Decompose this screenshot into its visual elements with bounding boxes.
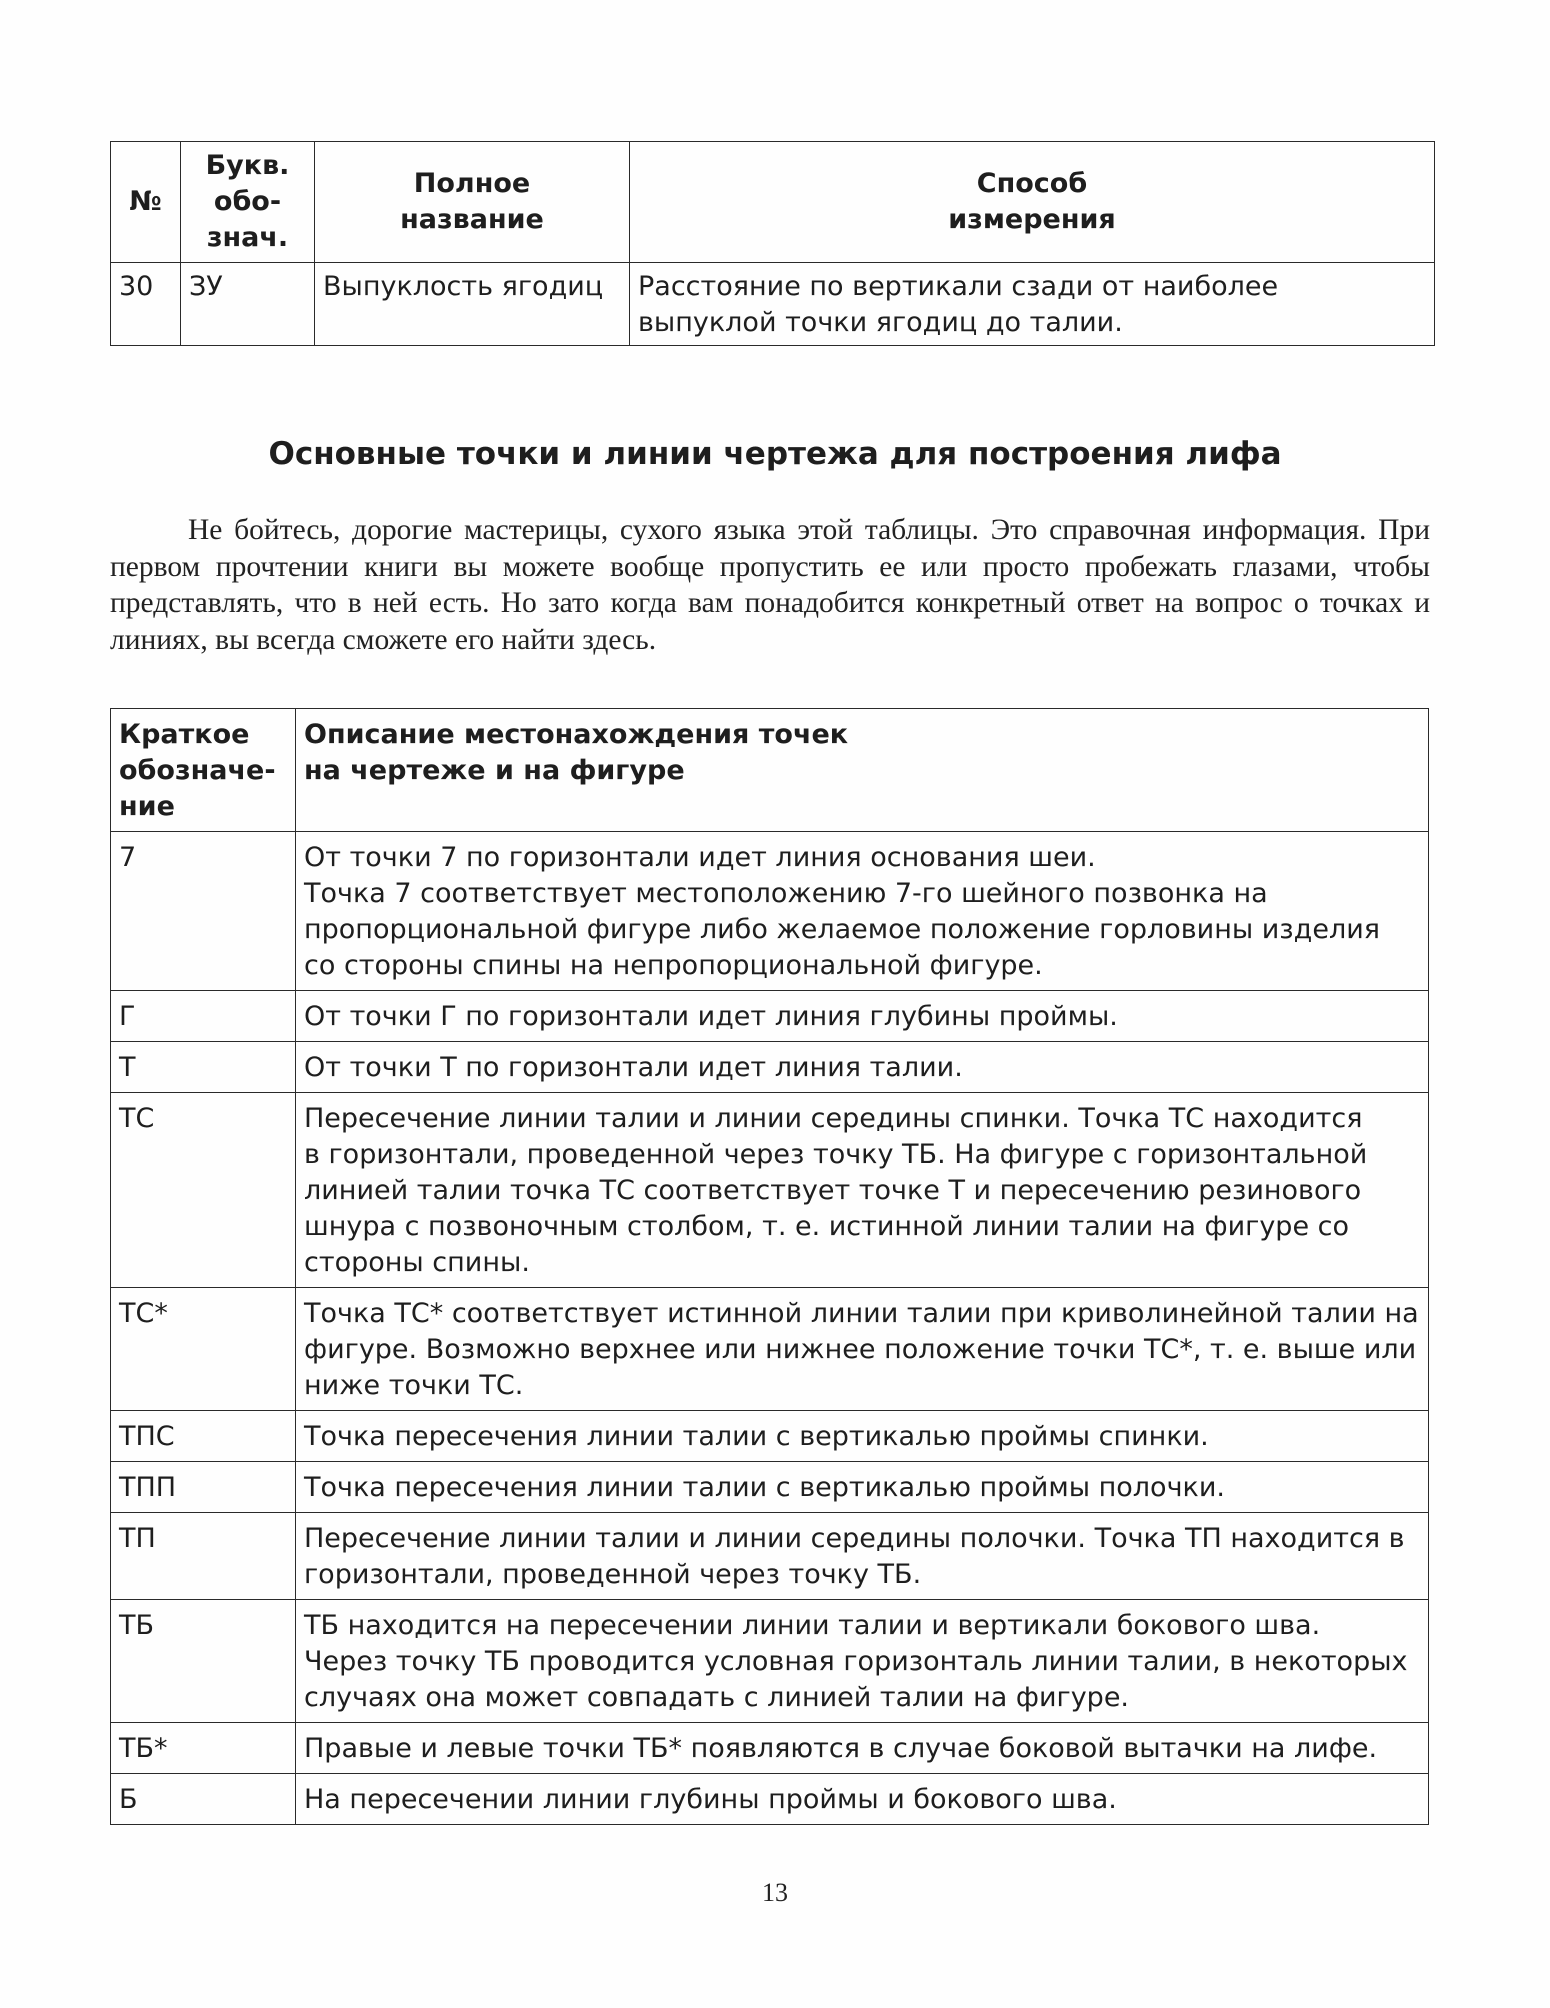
table-row — [111, 1093, 1429, 1288]
table-header-row — [111, 709, 1429, 832]
description-line: Правые и левые точки ТБ* появляются в случае боковой вытачки на лифе. — [304, 1733, 1378, 1764]
description-line: От точки Т по горизонтали идет линия талии. — [304, 1052, 963, 1083]
table-row — [111, 1723, 1429, 1774]
table-row — [111, 263, 1435, 346]
cell-abbreviation: ЗУ — [181, 263, 315, 346]
header-number: № — [111, 142, 181, 263]
description-line: стороны спины. — [304, 1247, 530, 1278]
table-row — [111, 1042, 1429, 1093]
cell-short-designation: ТС* — [111, 1288, 296, 1411]
description-line: От точки Г по горизонтали идет линия глубины проймы. — [304, 1001, 1118, 1032]
header-short-designation: Краткое обозначе- ние — [111, 709, 296, 832]
cell-location-description — [296, 832, 1429, 991]
description-line: линией талии точка ТС соответствует точке Т и пересечению резинового — [304, 1175, 1362, 1206]
description-line: шнура с позвоночным столбом, т. е. истинной линии талии на фигуре со — [304, 1211, 1349, 1242]
table-row — [111, 832, 1429, 991]
description-line: ниже точки ТС. — [304, 1370, 524, 1401]
cell-short-designation: ТБ — [111, 1600, 296, 1723]
section-title: Основные точки и линии чертежа для построения лифа — [268, 436, 1282, 472]
cell-short-designation: 7 — [111, 832, 296, 991]
description-line: пропорциональной фигуре либо желаемое положение горловины изделия — [304, 914, 1380, 945]
table-row — [111, 1774, 1429, 1825]
cell-short-designation: ТБ* — [111, 1723, 296, 1774]
description-line: со стороны спины на непропорциональной фигуре. — [304, 950, 1043, 981]
cell-short-designation: ТС — [111, 1093, 296, 1288]
header-location-description: Описание местонахождения точек на чертеже и на фигуре — [296, 709, 1429, 832]
description-line: Пересечение линии талии и линии середины спинки. Точка ТС находится — [304, 1103, 1363, 1134]
header-abbreviation: Букв. обо- знач. — [181, 142, 315, 263]
table-row — [111, 1288, 1429, 1411]
cell-short-designation: ТПП — [111, 1462, 296, 1513]
header-full-name: Полное название — [315, 142, 630, 263]
table-row — [111, 1462, 1429, 1513]
table-row — [111, 1600, 1429, 1723]
points-table — [110, 708, 1429, 1825]
page-number: 13 — [762, 1878, 788, 1907]
description-line: случаях она может совпадать с линией талии на фигуре. — [304, 1682, 1130, 1713]
table-row — [111, 1411, 1429, 1462]
cell-location-description — [296, 1042, 1429, 1093]
cell-location-description — [296, 1411, 1429, 1462]
description-line: От точки 7 по горизонтали идет линия основания шеи. — [304, 842, 1096, 873]
description-line: фигуре. Возможно верхнее или нижнее положение точки ТС*, т. е. выше или — [304, 1334, 1417, 1365]
description-line: Точка 7 соответствует местоположению 7-го шейного позвонка на — [304, 878, 1268, 909]
cell-number: 30 — [111, 263, 181, 346]
cell-short-designation: ТПС — [111, 1411, 296, 1462]
intro-paragraph: Не бойтесь, дорогие мастерицы, сухого языка этой таблицы. Это справочная информация. При первом прочтении книги вы можете вообще пропустить ее или просто пробежать глазами, чтобы представлять, что в ней есть. Но зато когда вам понадобится конкретный ответ на вопрос о точках и линиях, вы всегда сможете его найти здесь. — [110, 514, 1430, 656]
cell-short-designation: ТП — [111, 1513, 296, 1600]
cell-location-description — [296, 1462, 1429, 1513]
cell-short-designation: Б — [111, 1774, 296, 1825]
header-measurement-method: Способ измерения — [630, 142, 1435, 263]
cell-short-designation: Т — [111, 1042, 296, 1093]
table-header-row — [111, 142, 1435, 263]
description-line: Пересечение линии талии и линии середины полочки. Точка ТП находится в — [304, 1523, 1405, 1554]
cell-full-name: Выпуклость ягодиц — [315, 263, 630, 346]
cell-location-description — [296, 1288, 1429, 1411]
cell-location-description — [296, 991, 1429, 1042]
cell-location-description — [296, 1723, 1429, 1774]
cell-location-description — [296, 1600, 1429, 1723]
cell-location-description — [296, 1093, 1429, 1288]
cell-short-designation: Г — [111, 991, 296, 1042]
description-line: Точка пересечения линии талии с вертикалью проймы полочки. — [304, 1472, 1225, 1503]
cell-measurement-method: Расстояние по вертикали сзади от наиболее выпуклой точки ягодиц до талии. — [630, 263, 1435, 346]
description-line: ТБ находится на пересечении линии талии и вертикали бокового шва. — [304, 1610, 1321, 1641]
cell-location-description — [296, 1774, 1429, 1825]
description-line: Точка пересечения линии талии с вертикалью проймы спинки. — [304, 1421, 1209, 1452]
description-line: горизонтали, проведенной через точку ТБ. — [304, 1559, 922, 1590]
description-line: в горизонтали, проведенной через точку ТБ. На фигуре с горизонтальной — [304, 1139, 1368, 1170]
description-line: Точка ТС* соответствует истинной линии талии при криволинейной талии на — [304, 1298, 1419, 1329]
table-row — [111, 1513, 1429, 1600]
description-line: Через точку ТБ проводится условная горизонталь линии талии, в некоторых — [304, 1646, 1408, 1677]
description-line: На пересечении линии глубины проймы и бокового шва. — [304, 1784, 1117, 1815]
table-row — [111, 991, 1429, 1042]
cell-location-description — [296, 1513, 1429, 1600]
measurements-table — [110, 141, 1435, 346]
